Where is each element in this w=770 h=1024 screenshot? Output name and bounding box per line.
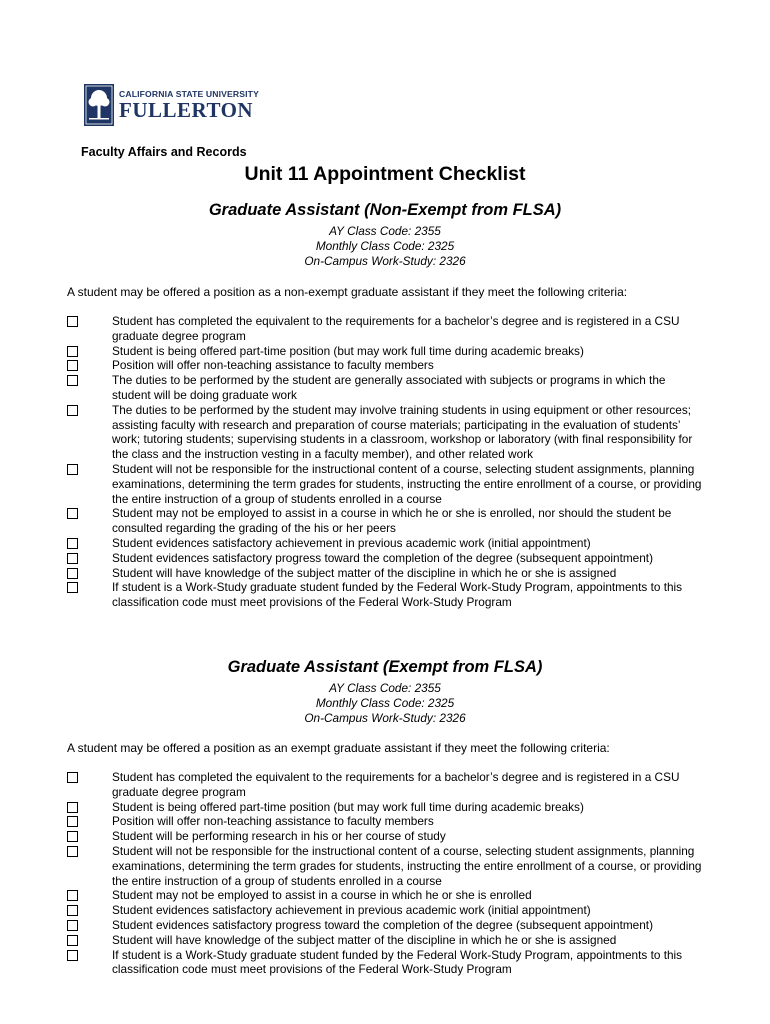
- checkbox[interactable]: [67, 802, 78, 813]
- checklist-item-text: Student may not be employed to assist in a course in which he or she is enrolled: [112, 888, 532, 903]
- checklist-item: [67, 814, 707, 829]
- checklist-item: [67, 948, 707, 978]
- checklist-item: [67, 506, 707, 536]
- monthly-class-code: Monthly Class Code: 2325: [315, 696, 455, 710]
- checklist-item-text: Student evidences satisfactory achievement in previous academic work (initial appointment): [112, 535, 591, 550]
- checklist-item-text: Student is being offered part-time position (but may work full time during academic breaks): [112, 343, 584, 358]
- checklist-item-text: If student is a Work-Study graduate student funded by the Federal Work-Study Program, appointments to this classification code must meet provisions of the Federal Work-Study Program: [112, 580, 683, 610]
- class-codes-non-exempt: [0, 224, 770, 269]
- section-heading-exempt: Graduate Assistant (Exempt from FLSA): [227, 658, 543, 676]
- checklist-item: [67, 829, 707, 844]
- checklist-item-text: Student evidences satisfactory achievement in previous academic work (initial appointment): [112, 903, 591, 918]
- checkbox[interactable]: [67, 582, 78, 593]
- monthly-class-code: Monthly Class Code: 2325: [315, 239, 455, 253]
- checkbox[interactable]: [67, 346, 78, 357]
- checkbox[interactable]: [67, 920, 78, 931]
- checklist-item-text: Student has completed the equivalent to the requirements for a bachelor’s degree and is registered in a CSU graduate degree program: [112, 770, 680, 799]
- university-seal-icon: [84, 84, 114, 126]
- page-title: Unit 11 Appointment Checklist: [244, 163, 526, 185]
- checklist-item-text: If student is a Work-Study graduate student funded by the Federal Work-Study Program, appointments to this classification code must meet provisions of the Federal Work-Study Program: [112, 947, 683, 977]
- checklist-item: [67, 358, 707, 373]
- checkbox[interactable]: [67, 464, 78, 475]
- checklist-item: [67, 344, 707, 359]
- checklist-item-text: Student will not be responsible for the instructional content of a course, selecting student assignments, planning examinations, determining the term grades for students, instructing the entire enrollment of a course, or providing the entire instruction of a group of students enrolled in a course: [112, 461, 702, 506]
- checklist-item: [67, 933, 707, 948]
- checkbox[interactable]: [67, 375, 78, 386]
- checkbox[interactable]: [67, 553, 78, 564]
- university-name-line2: FULLERTON: [119, 98, 254, 122]
- checklist-item-text: The duties to be performed by the student may involve training students in using equipment or other resources; assisting faculty with research and preparation of course materials; participating in the evaluation of students’ work; tutoring students; supervising students in a classroom, workshop or laboratory (with final responsibility for the class and the instruction vesting in a faculty member), and other related work: [112, 402, 693, 462]
- criteria-intro-non-exempt: A student may be offered a position as a non-exempt graduate assistant if they meet the following criteria:: [67, 285, 628, 299]
- checklist-item: [67, 314, 707, 344]
- checklist-item-text: Student is being offered part-time position (but may work full time during academic breaks): [112, 799, 584, 814]
- checklist-item-text: Student will be performing research in his or her course of study: [112, 829, 446, 844]
- checklist-item: [67, 566, 707, 581]
- checkbox[interactable]: [67, 405, 78, 416]
- checklist-item: [67, 918, 707, 933]
- checklist-item: [67, 403, 707, 462]
- checkbox[interactable]: [67, 508, 78, 519]
- checkbox[interactable]: [67, 568, 78, 579]
- checklist-item-text: The duties to be performed by the student are generally associated with subjects or programs in which the student will be doing graduate work: [112, 373, 666, 402]
- university-name-line1: CALIFORNIA STATE UNIVERSITY: [119, 89, 259, 99]
- checklist-non-exempt: [67, 314, 707, 610]
- checklist-item: [67, 373, 707, 403]
- checklist-item: [67, 903, 707, 918]
- checklist-item-text: Student evidences satisfactory progress toward the completion of the degree (subsequent appointment): [112, 917, 654, 932]
- checklist-item-text: Position will offer non-teaching assistance to faculty members: [112, 814, 434, 829]
- checklist-item: [67, 770, 707, 800]
- criteria-intro-exempt: A student may be offered a position as an exempt graduate assistant if they meet the following criteria:: [67, 741, 610, 755]
- department-name: Faculty Affairs and Records: [81, 145, 247, 159]
- checkbox[interactable]: [67, 950, 78, 961]
- checklist-item-text: Student may not be employed to assist in a course in which he or she is enrolled, nor should the student be consulted regarding the grading of the his or her peers: [112, 506, 672, 536]
- checklist-item: [67, 580, 707, 610]
- checkbox[interactable]: [67, 831, 78, 842]
- university-logo: [84, 84, 259, 126]
- checklist-item: [67, 800, 707, 815]
- checklist-item-text: Student has completed the equivalent to the requirements for a bachelor’s degree and is registered in a CSU graduate degree program: [112, 314, 680, 343]
- checkbox[interactable]: [67, 816, 78, 827]
- checkbox[interactable]: [67, 316, 78, 327]
- checklist-item-text: Student evidences satisfactory progress toward the completion of the degree (subsequent appointment): [112, 550, 654, 565]
- checkbox[interactable]: [67, 846, 78, 857]
- checklist-exempt: [67, 770, 707, 977]
- work-study-code: On-Campus Work-Study: 2326: [304, 711, 466, 725]
- checkbox[interactable]: [67, 772, 78, 783]
- checklist-item-text: Student will have knowledge of the subject matter of the discipline in which he or she is assigned: [112, 932, 617, 947]
- checkbox[interactable]: [67, 905, 78, 916]
- checkbox[interactable]: [67, 935, 78, 946]
- section-heading-non-exempt: Graduate Assistant (Non-Exempt from FLSA): [208, 201, 562, 219]
- checklist-item: [67, 888, 707, 903]
- checklist-item-text: Position will offer non-teaching assistance to faculty members: [112, 358, 434, 373]
- work-study-code: On-Campus Work-Study: 2326: [304, 254, 466, 268]
- checklist-item: [67, 551, 707, 566]
- ay-class-code: AY Class Code: 2355: [329, 681, 441, 695]
- checklist-item: [67, 844, 707, 888]
- checklist-item: [67, 462, 707, 506]
- checkbox[interactable]: [67, 890, 78, 901]
- checklist-item: [67, 536, 707, 551]
- checklist-item-text: Student will have knowledge of the subject matter of the discipline in which he or she is assigned: [112, 565, 617, 580]
- class-codes-exempt: [0, 681, 770, 726]
- ay-class-code: AY Class Code: 2355: [329, 224, 441, 238]
- checkbox[interactable]: [67, 360, 78, 371]
- checklist-item-text: Student will not be responsible for the instructional content of a course, selecting student assignments, planning examinations, determining the term grades for students, instructing the entire enrollment of a course, or providing the entire instruction of a group of students enrolled in a course: [112, 843, 702, 888]
- checkbox[interactable]: [67, 538, 78, 549]
